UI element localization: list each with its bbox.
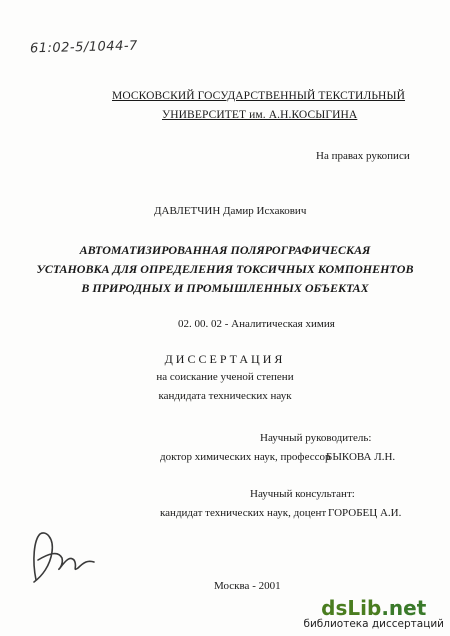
institution-line-2: УНИВЕРСИТЕТ им. А.Н.КОСЫГИНА — [162, 109, 358, 121]
institution-line-1: МОСКОВСКИЙ ГОСУДАРСТВЕННЫЙ ТЕКСТИЛЬНЫЙ — [112, 90, 406, 102]
archive-stamp: 61:02-5/1044-7 — [29, 38, 139, 57]
logo-brand: dsLib — [321, 596, 382, 620]
dslib-watermark[interactable] — [303, 596, 444, 630]
degree-line-1: на соискание ученой степени — [156, 371, 294, 383]
logo-subtitle: библиотека диссертаций — [303, 618, 444, 630]
handwritten-signature — [24, 520, 114, 595]
supervisor-name: БЫКОВА Л.Н. — [326, 451, 396, 463]
degree-line-2: кандидата технических наук — [158, 390, 292, 402]
consultant-name: ГОРОБЕЦ А.И. — [328, 507, 402, 519]
consultant-label: Научный консультант: — [250, 488, 355, 500]
thesis-title-line-1: АВТОМАТИЗИРОВАННАЯ ПОЛЯРОГРАФИЧЕСКАЯ — [79, 243, 371, 257]
rights-note: На правах рукописи — [316, 150, 410, 162]
supervisor-label: Научный руководитель: — [260, 432, 372, 444]
document-type: ДИССЕРТАЦИЯ — [164, 352, 286, 366]
thesis-title-line-3: В ПРИРОДНЫХ И ПРОМЫШЛЕННЫХ ОБЪЕКТАХ — [81, 281, 369, 295]
author-name: ДАВЛЕТЧИН Дамир Исхакович — [154, 205, 307, 217]
consultant-title: кандидат технических наук, доцент — [160, 507, 327, 519]
dslib-logo — [303, 596, 444, 620]
thesis-title-line-2: УСТАНОВКА ДЛЯ ОПРЕДЕЛЕНИЯ ТОКСИЧНЫХ КОМПОНЕНТОВ — [36, 262, 414, 276]
city-year: Москва - 2001 — [214, 580, 281, 592]
logo-domain: .net — [381, 596, 427, 620]
specialty-code: 02. 00. 02 - Аналитическая химия — [178, 318, 335, 330]
supervisor-title: доктор химических наук, профессор — [160, 451, 331, 463]
